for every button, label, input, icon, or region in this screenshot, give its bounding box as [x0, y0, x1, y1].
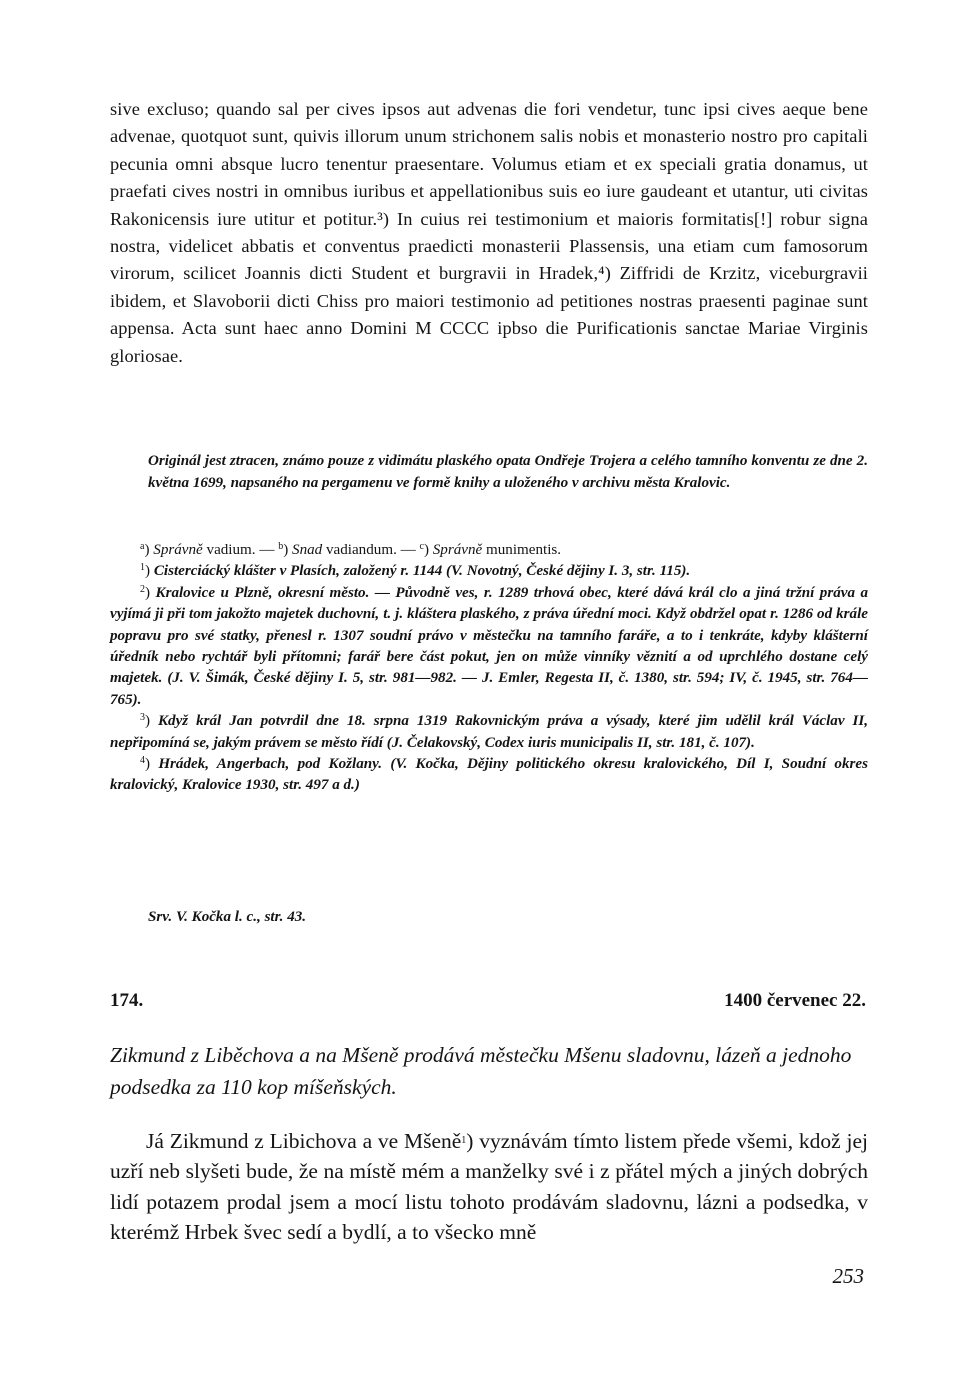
footnote-text: Cisterciácký klášter v Plasích, založený r. 1144 (V. Novotný, České dějiny I. 3, str. 115). [153, 563, 691, 580]
note-mark-a: a [140, 541, 145, 552]
document-text-start: Já Zikmund z Libichova a ve Mšeně [146, 1129, 462, 1153]
note-c-label: Správně [432, 542, 483, 558]
note-mark-b: b [278, 541, 284, 552]
footnote-3: $^3$) Když král Jan potvrdil dne 18. srpna 1319 Rakovnickým práva a výsady, které jim udělil král Václav II, nepřipomíná se, jakým právem se město řídí (J. Čelakovský, Codex iuris municipalis II, str. 181, č. 107). [110, 712, 868, 751]
note-b-text: vadiandum. [326, 542, 397, 558]
latin-charter-text: sive excluso; quando sal per cives ipsos aut advenas die fori vendetur, tunc ipsi cives aeque bene advenae, quotquot sunt, quivis illorum unum strichonem salis nobis et monasterio nostro pro capitali pecunia omni absque lucro tenentur praesentare. Volumus etiam et ex speciali gratia donamus, ut praefati cives nostri in omnibus iuribus et appellationibus suis eo iure gaudeant et utantur, uti civitas Rakonicensis iure utitur et potitur.³) In cuius rei testimonium et maioris formitatis[!] robur signa nostra, videlicet abbatis et conventus praedicti monasterii Plassensis, una etiam cum famosorum virorum, scilicet Joannis dicti Student et burgravii in Hradek,⁴) Ziffridi de Krzitz, viceburgravii ibidem, et Slavoborii dicti Chiss pro maiori testimonio ad petitiones nostras praesenti paginae sunt appensa. Acta sunt haec anno Domini M CCCC ipbso die Purificationis sanctae Mariae Virginis gloriosae. [110, 99, 868, 366]
footnote-mark: 4 [140, 755, 145, 767]
footnote-text: Když král Jan potvrdil dne 18. srpna 1319 Rakovnickým práva a výsady, které jim udělil král Václav II, nepřipomíná se, jakým právem se město řídí (J. Čelakovský, Codex iuris municipalis II, str. 181, č. 107). [110, 713, 868, 751]
source-note: Originál jest ztracen, známo pouze z vidimátu plaského opata Ondřeje Trojera a celého tamního konventu ze dne 2. května 1699, napsaného na pergamenu ve formě knihy a uloženého v archivu města Kralovic. [148, 453, 868, 491]
footnotes-block [110, 540, 868, 797]
page-number: 253 [832, 1264, 864, 1288]
document-text: Já Zikmund z Libichova a ve Mšeně$^1$) vyznávám tímto listem přede všemi, kdož jej uzří neb slyšeti bude, že na místě mém a manželky své i z přátel mých a jiných dobrých lidí potazem prodal jsem a mocí listu tohoto prodávám sladovnu, lázni a podsedka, v kterémž Hrbek švec sedí a bydlí, a to všecko mně [110, 1129, 868, 1244]
footnote-text: Kralovice u Plzně, okresní město. — Původně ves, r. 1289 trhová obec, které dává král clo a jiná tržní práva a vyjímá ji při tom jakožto majetek duchovní, t. j. kláštera plaského, z práva úřední moci. Když obdržel opat r. 1286 od krále popravu pro své statky, přenesl r. 1307 soudní právo v městečku na tamního faráře, a to i tenkráte, kdyby klášterní úředník nebo rychtář byli přítomni; farář bere část pokut, jen on může vinníky věznití a od uprchlého dostane celý majetek. (J. V. Šimák, České dějiny I. 5, str. 981—982. — J. Emler, Regesta II, č. 1380, str. 594; IV, č. 1945, str. 764—765). [110, 584, 868, 708]
footnote-1: $^1$) Cisterciácký klášter v Plasích, založený r. 1144 (V. Novotný, České dějiny I. 3, str. 115). [140, 562, 691, 580]
note-a-label: Správně [153, 542, 203, 558]
footnote-mark: 2 [140, 583, 145, 595]
note-a-text: vadium. [206, 542, 256, 558]
document-footnote-mark: 1 [461, 1135, 467, 1146]
footnote-text: Hrádek, Angerbach, pod Kožlany. (V. Kočka, Dějiny politického okresu kralovického, Díl I, Soudní okres kralovický, Kralovice 1930, str. 497 a d.) [110, 756, 868, 794]
document-regest: Zikmund z Liběchova a na Mšeně prodává městečku Mšenu sladovnu, lázeň a jednoho podsedka za 110 kop míšeňských. [110, 1043, 852, 1099]
document-number: 174. [110, 990, 144, 1011]
footnote-mark: 1 [140, 562, 145, 574]
note-c-text: munimentis. [486, 542, 562, 558]
footnote-4: $^4$) Hrádek, Angerbach, pod Kožlany. (V. Kočka, Dějiny politického okresu kralovického, Díl I, Soudní okres kralovický, Kralovice 1930, str. 497 a d.) [110, 755, 868, 794]
footnote-2: $^2$) Kralovice u Plzně, okresní město. — Původně ves, r. 1289 trhová obec, které dává král clo a jiná tržní práva a vyjímá ji při tom jakožto majetek duchovní, t. j. kláštera plaského, z práva úřední moci. Když obdržel opat r. 1286 od krále popravu pro své statky, přenesl r. 1307 soudní právo v městečku na tamního faráře, a to i tenkráte, kdyby klášterní úředník nebo rychtář byli přítomni; farář bere část pokut, jen on může vinníky věznití a od uprchlého dostane celý majetek. (J. V. Šimák, České dějiny I. 5, str. 981—982. — J. Emler, Regesta II, č. 1380, str. 594; IV, č. 1945, str. 764—765). [110, 583, 868, 708]
reference-note: Srv. V. Kočka l. c., str. 43. [148, 909, 307, 925]
document-date: 1400 červenec 22. [724, 990, 866, 1011]
note-mark-c: c [419, 541, 424, 552]
document-text-rest: vyznávám tímto listem přede všemi, kdož jej uzří neb slyšeti bude, že na místě mém a manželky své i z přátel mých a jiných dobrých lidí potazem prodal jsem a mocí listu tohoto prodávám sladovnu, lázni a podsedka, v kterémž Hrbek švec sedí a bydlí, a to všecko mně [110, 1129, 868, 1244]
textual-notes-line: $^a$) Správně vadium. — $^b$) Snad vadiandum. — $^c$) Správně munimentis. [140, 541, 562, 558]
footnote-mark: 3 [140, 712, 145, 724]
note-b-label: Snad [292, 542, 323, 558]
